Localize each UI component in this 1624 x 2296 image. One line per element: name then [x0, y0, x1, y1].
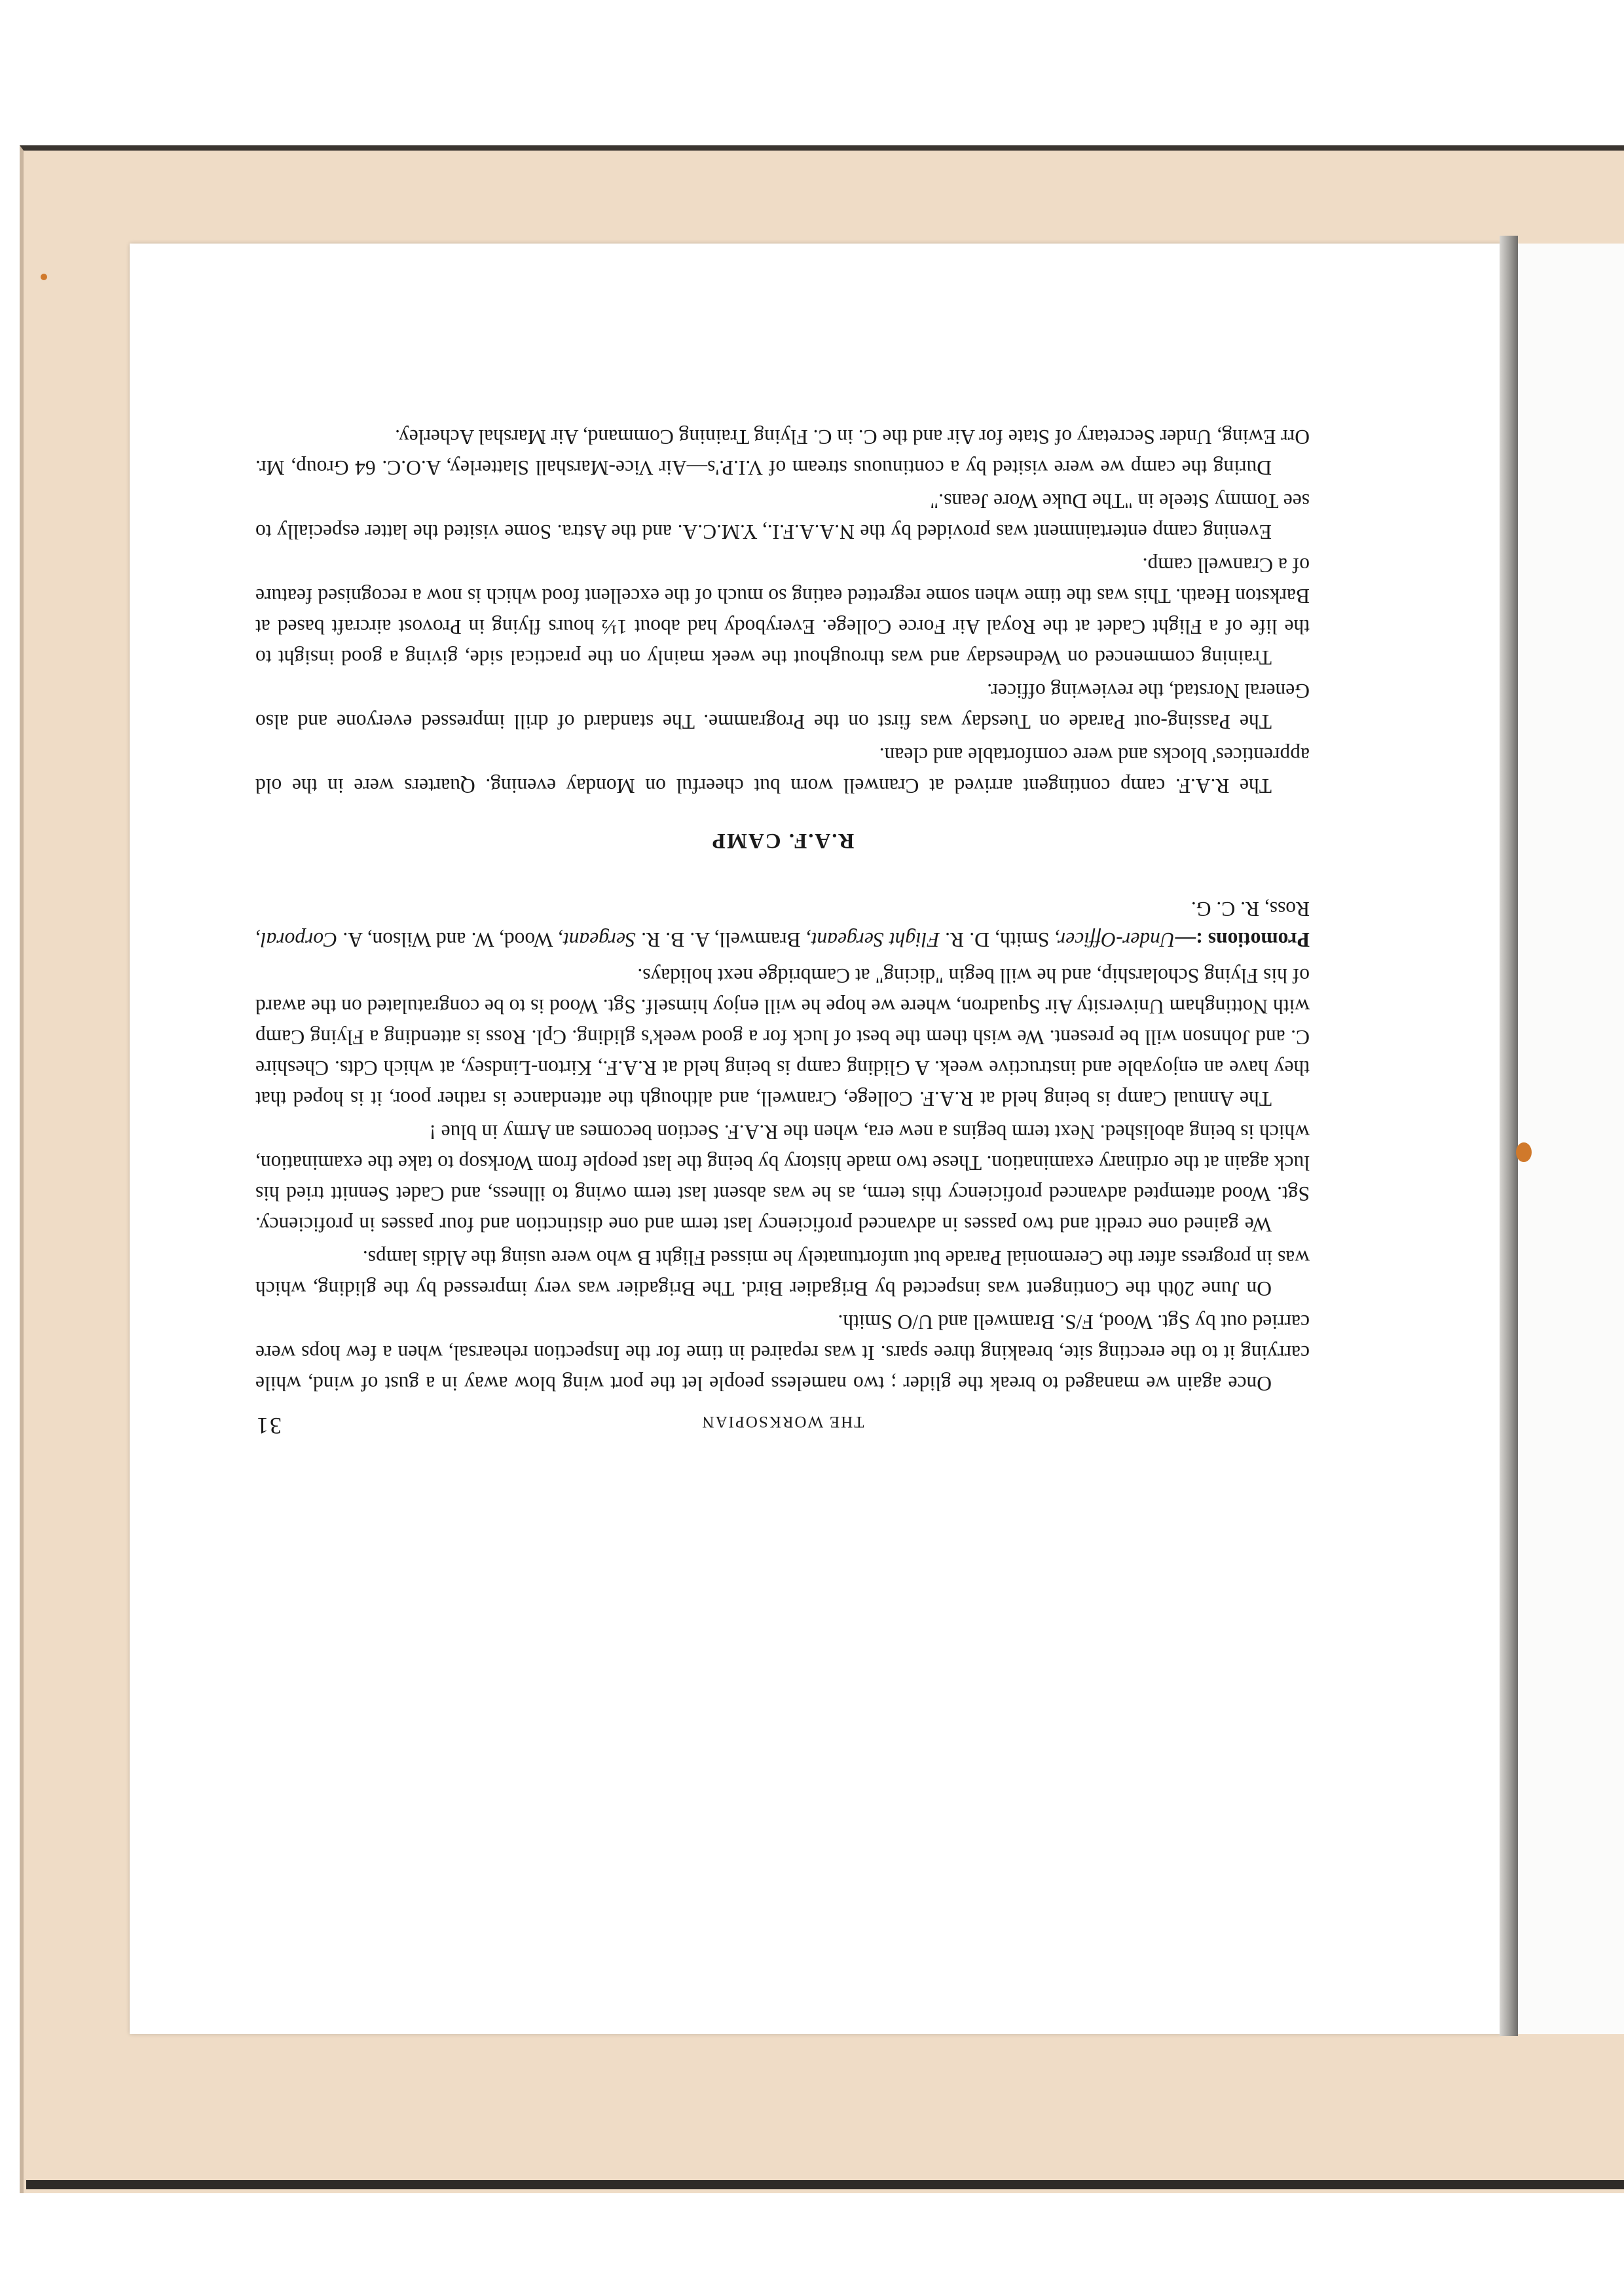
book-gutter [1500, 236, 1518, 2036]
annual-camp-paragraph: The Annual Camp is being held at R.A.F. College, Cranwell, and although the attendance is rather poor, it is hoped that they have an enjoyable and instructive week. A Gliding camp is being held at R.A.F., Kirton-Lindsey, at which Cdts. Cheshire C. and Johnson will be present. We wish them the best of luck for a good week's gliding. Cpl. Ross is attending a Flying Camp with Nottingham University Air Squadron, where we hope he will enjoy himself. Sgt. Wood is to be congratulated on the award of his Flying Scholarship, and he will begin "dicing" at Cambridge next holidays. [255, 964, 1310, 1110]
arrival-paragraph: The R.A.F. camp contingent arrived at Cranwell worn but cheerful on Monday evening. Quarters were in the old apprentices' blocks and were comfortable and clean. [255, 744, 1310, 797]
binder-edge [26, 2180, 1624, 2189]
promotions-list [255, 894, 1310, 955]
names-under-officer: Smith, D. R. [939, 928, 1055, 951]
paper-stain [1516, 1142, 1532, 1162]
page-number: 31 [255, 1413, 282, 1439]
running-title: THE WORKSOPIAN [701, 1413, 864, 1430]
parade-paragraph: The Passing-out Parade on Tuesday was first on the Programme. The standard of drill impressed everyone and also General Norstad, the reviewing officer. [255, 680, 1310, 733]
visitors-paragraph: During the camp we were visited by a continuous stream of V.I.P.'s—Air Vice-Marshall Slatterley, A.O.C. 64 Group, Mr. Orr Ewing, Under Secretary of State for Air and the C. in C. Flying Training Command, Air Marshal Acherley. [255, 426, 1310, 479]
proficiency-paragraph: We gained one credit and two passes in advanced proficiency last term and one distinction and four passes in proficiency. Sgt. Wood attempted advanced proficiency this term, as he was absent last term owing to illness, and Cadet Sennitt tried his luck again at the ordinary examination. These two made history by being the last people from Worksop to take the examination, which is being abolished. Next term begins a new era, when the R.A.F. Section becomes an Army in blue ! [255, 1121, 1310, 1236]
rank-under-officer: Under-Officer, [1054, 928, 1175, 951]
names-sergeant: Wood, W. and Wilson, A. [337, 928, 559, 951]
training-paragraph: Training commenced on Wednesday and was throughout the week mainly on the practical side, giving a good insight to the life of a Flight Cadet at the Royal Air Force College. Everybody had about 1½ hours flying in Provost aircraft based at Barkston Heath. This was the time when some regretted eating so much of the excellent food which is now a recognised feature of a Cranwell camp. [255, 554, 1310, 669]
gliding-paragraph: Once again we managed to break the glider ; two nameless people let the port wing blow away in a gust of wind, while carrying it to the erecting site, breaking three spars. It was repaired in time for the Inspection rehearsal, when a few hops were carried out by Sgt. Wood, F/S. Bramwell and U/O Smith. [255, 1311, 1310, 1395]
rank-corporal: Corporal, [255, 928, 338, 951]
rank-sergeant: Sergeant, [558, 928, 636, 951]
names-flight-sergeant: Bramwell, A. B. R. [635, 928, 806, 951]
facing-page-edge [1518, 244, 1624, 2034]
paper-stain [41, 274, 47, 280]
section-heading: R.A.F. CAMP [710, 829, 855, 852]
page-content [255, 419, 1310, 1437]
rank-flight-sergeant: Flight Sergeant, [805, 928, 940, 951]
names-corporal: Ross, R. C. G. [1190, 898, 1310, 920]
entertainment-paragraph: Evening camp entertainment was provided by the N.A.A.F.I., Y.M.C.A. and the Astra. Some visited the latter especially to see Tommy Steele in "The Duke Wore Jeans." [255, 490, 1310, 543]
scan-background [0, 0, 1624, 144]
inspection-paragraph: On June 20th the Contingent was inspected by Brigadier Bird. The Brigadier was very impressed by the gliding, which was in progress after the Ceremonial Parade but unfortunately he missed Flight B who were using the Aldis lamps. [255, 1247, 1310, 1300]
running-head [255, 1399, 1310, 1437]
promotions-label: Promotions :— [1175, 928, 1310, 951]
